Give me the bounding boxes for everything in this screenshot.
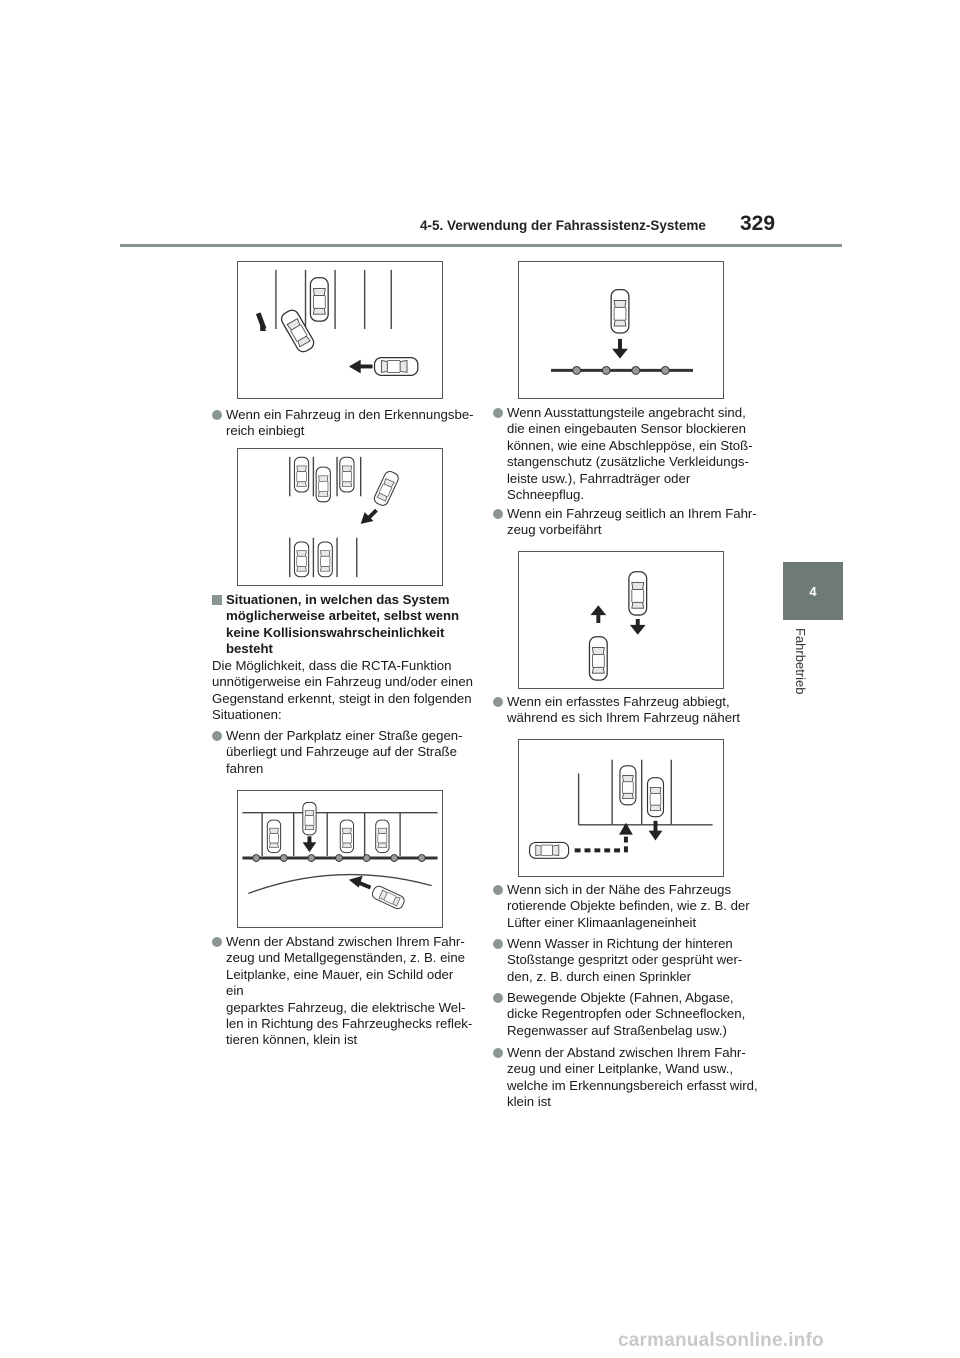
left-bullet-3: Wenn der Abstand zwischen Ihrem Fahr- zeug und Metallgegenständen, z. B. eine Leitplanke, eine Mauer, ein Schild oder ein geparktes Fahrzeug, die elektrische Wel- len in Richtung des Fahrzeughecks reflek- tieren können, klein ist (212, 934, 474, 1049)
figure-parking-lot-angled-vehicle (237, 448, 443, 586)
bullet-dot-icon (212, 410, 222, 420)
left-bullet-2: Wenn der Parkplatz einer Straße gegen- überliegt und Fahrzeuge auf der Straße fahren (212, 728, 474, 777)
bullet-dot-icon (493, 885, 503, 895)
left-bullet-1: Wenn ein Fahrzeug in den Erkennungsbe- reich einbiegt (212, 407, 474, 440)
bullet-dot-icon (212, 731, 222, 741)
right-bullet-3: Wenn ein erfasstes Fahrzeug abbiegt, während es sich Ihrem Fahrzeug nähert (493, 694, 761, 727)
right-bullet-1: Wenn Ausstattungsteile angebracht sind, die einen eingebauten Sensor blockieren können, wie eine Abschleppöse, ein Stoß- stangenschutz (zusätzliche Verkleidungs- leiste usw.), Fahrradträger oder Schneepflug. (493, 405, 761, 503)
figure-vehicle-passing-side (518, 551, 724, 689)
bullet-dot-icon (493, 993, 503, 1003)
chapter-number: 4 (809, 583, 817, 599)
bullet-dot-icon (493, 939, 503, 949)
bullet-dot-icon (493, 697, 503, 707)
chapter-tab[interactable] (783, 562, 843, 620)
watermark: carmanualsonline.info (618, 1330, 824, 1351)
figure-parking-opposite-road (237, 790, 443, 928)
bullet-dot-icon (493, 1048, 503, 1058)
right-bullet-6: Bewegende Objekte (Fahnen, Abgase, dicke Regentropfen oder Schneeflocken, Regenwasser auf Straßenbelag usw.) (493, 990, 761, 1039)
heading-square-icon (212, 595, 222, 605)
right-bullet-7: Wenn der Abstand zwischen Ihrem Fahr- zeug und einer Leitplanke, Wand usw., welche im Erkennungsbereich erfasst wird, klein ist (493, 1045, 761, 1111)
intro-paragraph: Die Möglichkeit, dass die RCTA-Funktion unnötigerweise ein Fahrzeug und/oder einen Gegenstand erkennt, steigt in den folgenden Situationen: (212, 658, 474, 723)
bullet-dot-icon (493, 509, 503, 519)
chapter-label: Fahrbetrieb (793, 628, 808, 695)
right-bullet-5: Wenn Wasser in Richtung der hinteren Stoßstange gespritzt oder gesprüht wer- den, z. B. durch einen Sprinkler (493, 936, 761, 985)
figure-vehicle-turning (518, 739, 724, 877)
header-rule (120, 244, 842, 247)
right-bullet-2: Wenn ein Fahrzeug seitlich an Ihrem Fahr- zeug vorbeifährt (493, 506, 761, 539)
figure-sensor-blocked (518, 261, 724, 399)
right-bullet-4: Wenn sich in der Nähe des Fahrzeugs rotierende Objekte befinden, wie z. B. der Lüfter einer Klimaanlageneinheit (493, 882, 761, 931)
page-number: 329 (740, 212, 776, 235)
figure-vehicle-entering-detection-area (237, 261, 443, 399)
section-title: 4-5. Verwendung der Fahrassistenz-Systeme (420, 218, 706, 233)
bullet-dot-icon (212, 937, 222, 947)
section-heading: Situationen, in welchen das System möglicherweise arbeitet, selbst wenn keine Kollisionswahrscheinlichkeit besteht (212, 592, 474, 658)
bullet-dot-icon (493, 408, 503, 418)
